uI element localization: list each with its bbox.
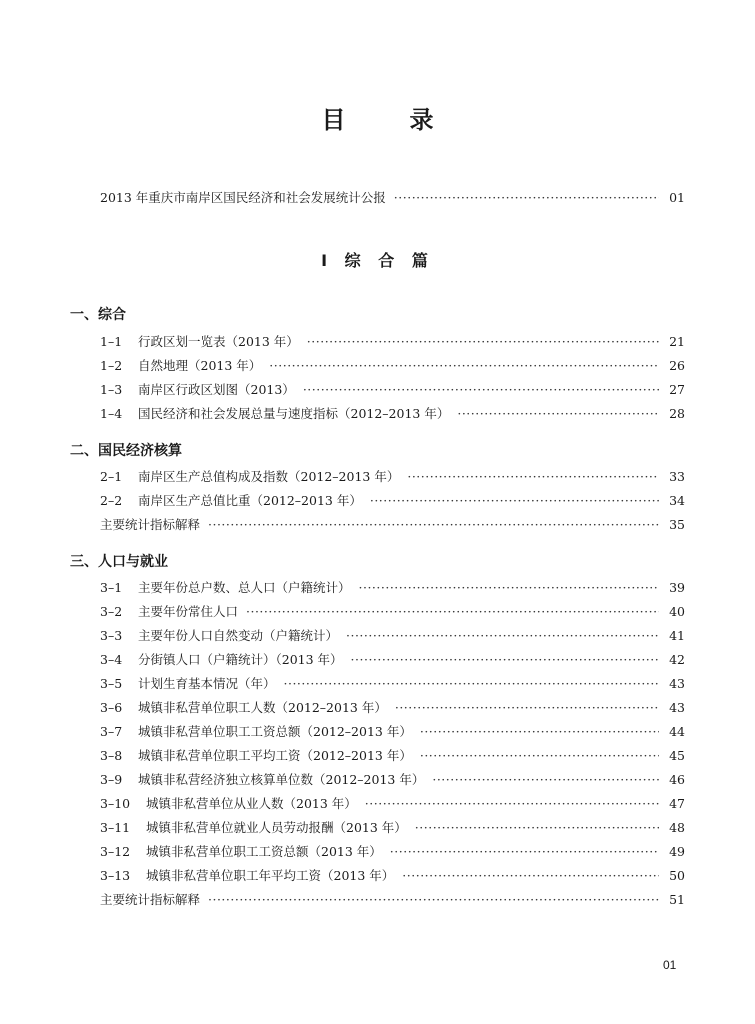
toc-entry-code: 3–7 [100,724,123,739]
footer-page-number: 01 [663,958,677,972]
toc-entry-text: 城镇非私营单位从业人数（2013 年） [146,796,357,811]
toc-entry-code: 1–3 [100,382,123,397]
leader-dots [359,580,659,595]
toc-entry-page: 44 [669,724,685,739]
toc-entry-code: 3–1 [100,580,123,595]
toc-entry-page: 42 [669,652,685,667]
leader-dots [269,358,659,373]
toc-entry-code: 3–10 [100,796,131,811]
leader-dots [365,796,659,811]
toc-entry-text: 南岸区行政区划图（2013） [138,382,295,397]
toc-entry[interactable] [100,722,685,740]
toc-entry-text: 国民经济和社会发展总量与速度指标（2012–2013 年） [138,406,450,421]
toc-entry[interactable] [100,515,685,533]
toc-entry-page: 46 [669,772,685,787]
toc-entry[interactable] [100,491,685,509]
leader-dots [407,469,659,484]
toc-entry[interactable] [100,674,685,692]
toc-entry[interactable] [100,332,685,350]
leader-dots [370,493,659,508]
toc-entry-code: 3–13 [100,868,131,883]
toc-entry-code: 1–2 [100,358,123,373]
toc-entry-text: 自然地理（2013 年） [138,358,262,373]
leader-dots [284,676,659,691]
toc-entry[interactable] [100,404,685,422]
toc-entry-page: 48 [669,820,685,835]
toc-entry-text: 2013 年重庆市南岸区国民经济和社会发展统计公报 [100,190,386,205]
leader-dots [208,892,659,907]
toc-entry-code: 3–3 [100,628,123,643]
toc-entry-code: 3–12 [100,844,131,859]
toc-entry[interactable] [100,650,685,668]
leader-dots [303,382,659,397]
section-heading: 三、人口与就业 [70,554,168,570]
section-heading: 一、综合 [70,307,126,323]
toc-entry-page: 34 [669,493,685,508]
toc-entry-text: 计划生育基本情况（年） [138,676,276,691]
toc-entry-code: 2–2 [100,493,123,508]
leader-dots [395,700,659,715]
section-heading: 二、国民经济核算 [70,443,182,459]
toc-entry-page: 49 [669,844,685,859]
toc-entry-text: 行政区划一览表（2013 年） [138,334,299,349]
toc-entry-text: 城镇非私营经济独立核算单位数（2012–2013 年） [138,772,425,787]
toc-entry[interactable] [100,380,685,398]
toc-entry[interactable] [100,890,685,908]
toc-entry-page: 41 [669,628,685,643]
toc-entry-page: 27 [669,382,685,397]
toc-entry[interactable] [100,818,685,836]
leader-dots [208,517,659,532]
leader-dots [432,772,659,787]
toc-entry[interactable] [100,578,685,596]
part-title: Ⅰ 综 合 篇 [321,251,434,270]
toc-entry-code: 3–9 [100,772,123,787]
toc-entry-text: 城镇非私营单位职工年平均工资（2013 年） [146,868,395,883]
toc-entry-code: 3–4 [100,652,123,667]
toc-entry-page: 51 [669,892,685,907]
toc-entry-code: 3–6 [100,700,123,715]
toc-entry[interactable] [100,467,685,485]
toc-entry[interactable] [100,866,685,884]
toc-entry[interactable] [100,746,685,764]
toc-entry-page: 50 [669,868,685,883]
toc-entry-page: 35 [669,517,685,532]
toc-entry-text: 南岸区生产总值比重（2012–2013 年） [138,493,362,508]
toc-entry-code: 2–1 [100,469,123,484]
toc-entry-text: 分街镇人口（户籍统计）（2013 年） [138,652,343,667]
toc-entry[interactable] [100,356,685,374]
toc-entry-intro[interactable] [100,188,685,206]
toc-entry-page: 39 [669,580,685,595]
leader-dots [246,604,659,619]
toc-entry-page: 47 [669,796,685,811]
toc-entry-page: 43 [669,700,685,715]
toc-entry[interactable] [100,626,685,644]
toc-entry-text: 城镇非私营单位职工人数（2012–2013 年） [138,700,387,715]
toc-entry-page: 45 [669,748,685,763]
toc-entry-page: 26 [669,358,685,373]
toc-entry-text: 南岸区生产总值构成及指数（2012–2013 年） [138,469,400,484]
toc-entry-text: 主要年份总户数、总人口（户籍统计） [138,580,351,595]
leader-dots [415,820,659,835]
leader-dots [457,406,659,421]
toc-entry-text: 城镇非私营单位就业人员劳动报酬（2013 年） [146,820,407,835]
toc-entry[interactable] [100,698,685,716]
toc-entry-code: 1–4 [100,406,123,421]
toc-entry-text: 城镇非私营单位职工工资总额（2012–2013 年） [138,724,412,739]
leader-dots [307,334,659,349]
leader-dots [420,748,659,763]
toc-entry-text: 城镇非私营单位职工工资总额（2013 年） [146,844,382,859]
leader-dots [402,868,659,883]
toc-entry-code: 3–5 [100,676,123,691]
toc-entry[interactable] [100,794,685,812]
leader-dots [346,628,659,643]
toc-entry-text: 主要年份人口自然变动（户籍统计） [138,628,339,643]
toc-entry-code: 3–2 [100,604,123,619]
toc-entry-text: 主要统计指标解释 [100,892,201,907]
toc-entry-page: 21 [669,334,685,349]
toc-entry[interactable] [100,842,685,860]
toc-entry-page: 28 [669,406,685,421]
toc-entry-page: 40 [669,604,685,619]
leader-dots [390,844,659,859]
toc-entry-page: 33 [669,469,685,484]
toc-entry-text: 主要年份常住人口 [138,604,239,619]
toc-entry-text: 城镇非私营单位职工平均工资（2012–2013 年） [138,748,412,763]
leader-dots [420,724,659,739]
toc-entry[interactable] [100,770,685,788]
leader-dots [394,190,659,205]
toc-entry-page: 43 [669,676,685,691]
toc-entry-text: 主要统计指标解释 [100,517,201,532]
toc-entry[interactable] [100,602,685,620]
toc-entry-code: 1–1 [100,334,123,349]
toc-entry-page: 01 [669,190,685,205]
toc-entry-code: 3–11 [100,820,131,835]
page-title: 目 录 [321,106,454,134]
toc-entry-code: 3–8 [100,748,123,763]
leader-dots [351,652,659,667]
